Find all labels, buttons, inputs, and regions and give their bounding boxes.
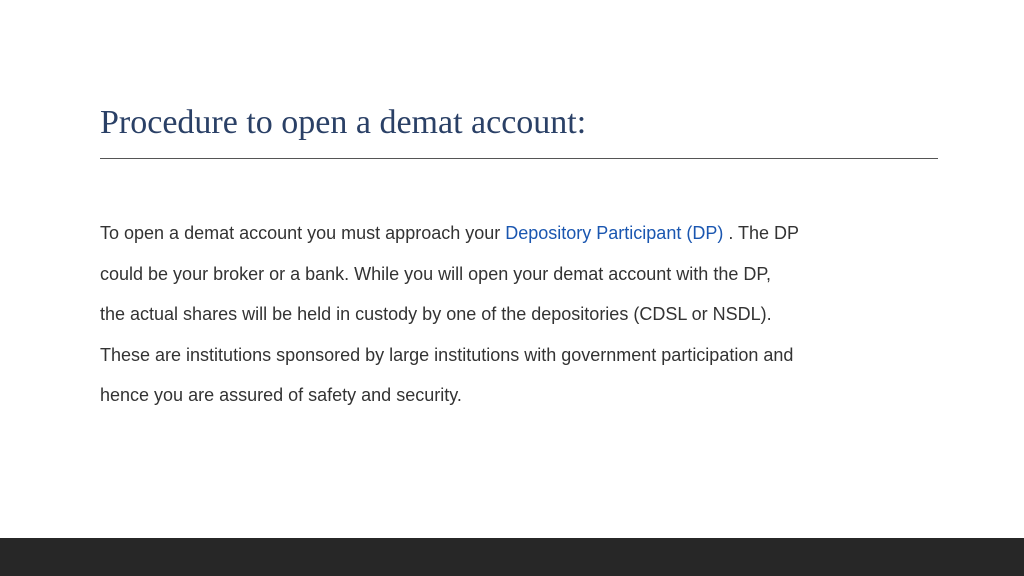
body-line-1-end: . The DP — [723, 223, 800, 243]
slide-title: Procedure to open a demat account: — [100, 104, 587, 141]
footer-bar — [0, 538, 1024, 576]
body-line-4: These are institutions sponsored by large institutions with government participation and — [100, 344, 794, 365]
depository-participant-link[interactable]: Depository Participant (DP) — [505, 223, 724, 243]
body-line-1 — [100, 213, 960, 254]
body-line-2: could be your broker or a bank. While you will open your demat account with the DP, — [100, 263, 772, 284]
slide-body-text — [100, 213, 960, 416]
title-divider — [100, 158, 938, 159]
body-line-1-start: To open a demat account you must approach your — [100, 223, 506, 243]
body-line-3: the actual shares will be held in custody by one of the depositories (CDSL or NSDL). — [100, 304, 772, 324]
body-line-5: hence you are assured of safety and security. — [100, 385, 462, 405]
